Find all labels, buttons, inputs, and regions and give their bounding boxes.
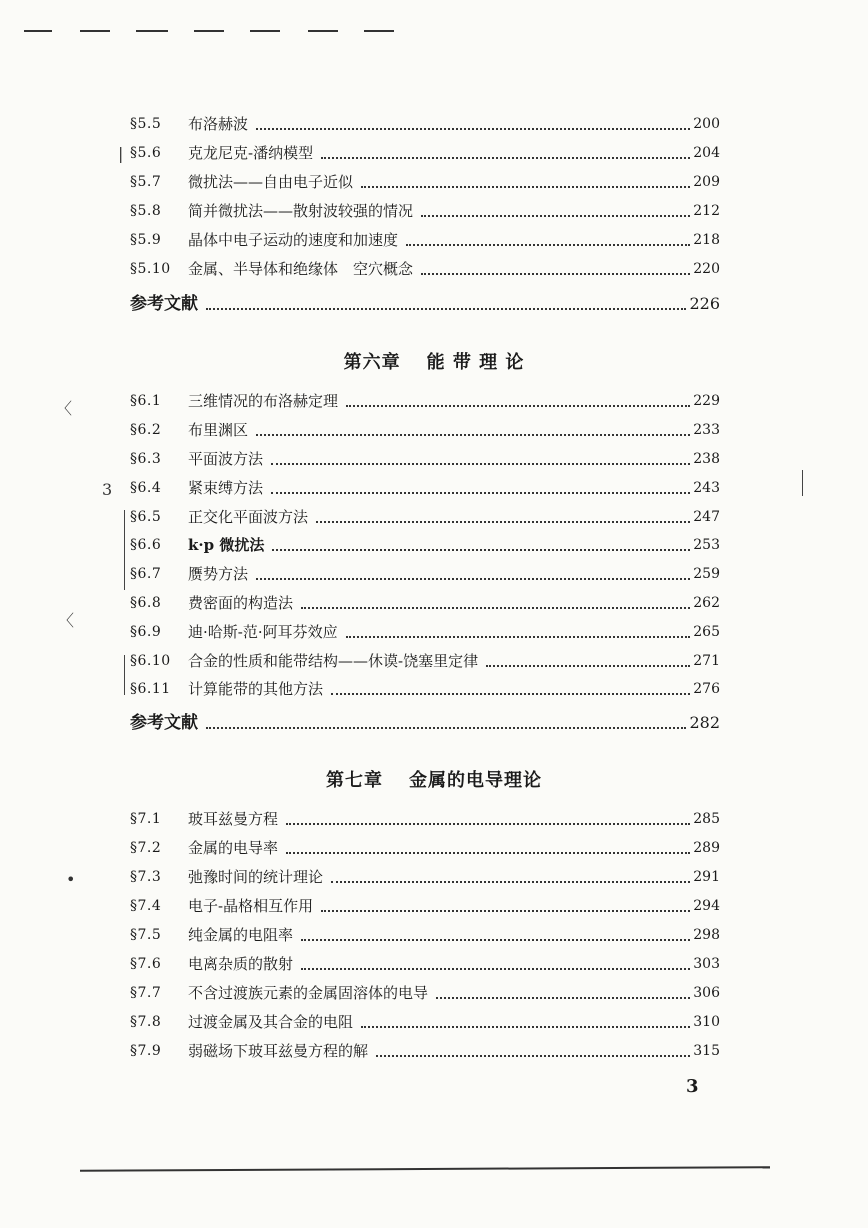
scan-mark-dash: [136, 30, 168, 32]
section-number: §7.9: [130, 1043, 162, 1059]
section-number: §6.7: [130, 566, 162, 582]
dot-leader: [346, 403, 690, 407]
section-title: 计算能带的其他方法: [188, 680, 324, 698]
page-ref: 226: [689, 294, 720, 313]
section-number: §6.1: [130, 393, 162, 409]
margin-mark: 〈: [58, 611, 75, 630]
toc-entry[interactable]: [130, 591, 720, 615]
dot-leader: [301, 605, 690, 609]
dot-leader: [271, 461, 690, 465]
section-title: 紧束缚方法: [188, 479, 264, 497]
section-title: 迪·哈斯-范·阿耳芬效应: [188, 623, 338, 641]
section-number: §7.7: [130, 985, 162, 1001]
scan-mark-dash: [194, 30, 224, 32]
toc-entry[interactable]: [130, 1039, 720, 1063]
toc-entry[interactable]: [130, 836, 720, 860]
section-number: §5.5: [130, 116, 162, 132]
chapter-name: 能 带 理 论: [426, 352, 525, 373]
dot-leader: [321, 908, 690, 912]
toc-entry[interactable]: [130, 677, 720, 701]
page-ref: 238: [693, 451, 720, 467]
toc-entry[interactable]: [130, 199, 720, 223]
toc-entry[interactable]: [130, 418, 720, 442]
section-title: 合金的性质和能带结构——休谟-饶塞里定律: [188, 652, 479, 670]
margin-mark: [802, 470, 803, 496]
section-title: 玻耳兹曼方程: [188, 810, 279, 828]
section-title: 布里渊区: [188, 421, 249, 439]
toc-entry[interactable]: [130, 807, 720, 831]
dot-leader: [256, 432, 690, 436]
references-entry[interactable]: [130, 711, 720, 735]
dot-leader: [361, 184, 690, 188]
references-title: 参考文献: [130, 294, 198, 314]
section-number: §6.4: [130, 480, 162, 496]
section-title: 微扰法——自由电子近似: [188, 173, 354, 191]
page-ref: 218: [693, 232, 720, 248]
toc-entry[interactable]: [130, 952, 720, 976]
section-title: 正交化平面波方法: [188, 508, 309, 526]
section-title: 弱磁场下玻耳兹曼方程的解: [188, 1042, 369, 1060]
toc-entry[interactable]: [130, 533, 720, 557]
scan-mark-dash: [80, 30, 110, 32]
section-number: §5.9: [130, 232, 162, 248]
section-title: k·p 微扰法: [188, 536, 265, 554]
dot-leader: [206, 306, 686, 310]
dot-leader: [301, 937, 690, 941]
section-number: §5.6: [130, 145, 162, 161]
toc-entry[interactable]: [130, 170, 720, 194]
section-title: 纯金属的电阻率: [188, 926, 294, 944]
page-ref: 294: [693, 898, 720, 914]
toc-entry[interactable]: [130, 562, 720, 586]
page-ref: 200: [693, 116, 720, 132]
section-title: 电离杂质的散射: [188, 955, 294, 973]
section-title: 金属、半导体和绝缘体 空穴概念: [188, 260, 414, 278]
toc-entry[interactable]: [130, 865, 720, 889]
section-number: §7.8: [130, 1014, 162, 1030]
section-title: 三维情况的布洛赫定理: [188, 392, 339, 410]
section-number: §7.5: [130, 927, 162, 943]
dot-leader: [331, 879, 690, 883]
page-ref: 310: [693, 1014, 720, 1030]
section-title: 金属的电导率: [188, 839, 279, 857]
page-ref: 247: [693, 509, 720, 525]
section-title: 费密面的构造法: [188, 594, 294, 612]
toc-entry[interactable]: [130, 894, 720, 918]
section-title: 弛豫时间的统计理论: [188, 868, 324, 886]
scan-mark-dash: [24, 30, 52, 32]
page-ref: 253: [693, 537, 720, 553]
dot-leader: [406, 242, 690, 246]
dot-leader: [271, 490, 690, 494]
page-ref: 209: [693, 174, 720, 190]
dot-leader: [361, 1024, 690, 1028]
page-ref: 315: [693, 1043, 720, 1059]
section-number: §6.10: [130, 653, 171, 669]
toc-entry[interactable]: [130, 257, 720, 281]
page-ref: 303: [693, 956, 720, 972]
section-number: §6.9: [130, 624, 162, 640]
section-title: 电子-晶格相互作用: [188, 897, 314, 915]
section-number: §6.6: [130, 537, 162, 553]
scan-mark-dash: [308, 30, 338, 32]
page-ref: 204: [693, 145, 720, 161]
page-number: 3: [686, 1076, 699, 1097]
section-number: §6.2: [130, 422, 162, 438]
page-ref: 259: [693, 566, 720, 582]
dot-leader: [421, 213, 690, 217]
chapter-heading: [0, 766, 868, 792]
section-title: 赝势方法: [188, 565, 249, 583]
page-ref: 233: [693, 422, 720, 438]
section-number: §6.11: [130, 681, 171, 697]
scan-mark-dash: [250, 30, 280, 32]
section-number: §7.2: [130, 840, 162, 856]
margin-mark: [124, 655, 125, 695]
section-title: 平面波方法: [188, 450, 264, 468]
section-number: §5.7: [130, 174, 162, 190]
chapter-name: 金属的电导理论: [409, 770, 542, 791]
page-ref: 265: [693, 624, 720, 640]
toc-entry[interactable]: [130, 447, 720, 471]
dot-leader: [346, 634, 691, 638]
section-number: §6.5: [130, 509, 162, 525]
toc-entry[interactable]: [130, 1010, 720, 1034]
dot-leader: [321, 155, 690, 159]
scan-mark-dash: [364, 30, 394, 32]
section-title: 晶体中电子运动的速度和加速度: [188, 231, 399, 249]
dot-leader: [436, 995, 690, 999]
chapter-heading: [0, 348, 868, 374]
toc-entry[interactable]: [130, 620, 720, 644]
toc-entry[interactable]: [130, 649, 720, 673]
section-number: §7.6: [130, 956, 162, 972]
page-ref: 298: [693, 927, 720, 943]
section-number: §7.4: [130, 898, 162, 914]
toc-entry[interactable]: [130, 505, 720, 529]
toc-entry[interactable]: [130, 141, 720, 165]
page-ref: 306: [693, 985, 720, 1001]
dot-leader: [256, 576, 690, 580]
dot-leader: [301, 966, 690, 970]
dot-leader: [331, 691, 690, 695]
page-ref: 212: [693, 203, 720, 219]
page-ref: 229: [693, 393, 720, 409]
dot-leader: [316, 519, 690, 523]
section-title: 简并微扰法——散射波较强的情况: [188, 202, 414, 220]
references-entry[interactable]: [130, 292, 720, 316]
toc-entry[interactable]: [130, 923, 720, 947]
margin-mark: 〈: [56, 399, 73, 418]
section-number: §7.1: [130, 811, 162, 827]
section-title: 过渡金属及其合金的电阻: [188, 1013, 354, 1031]
toc-entry[interactable]: [130, 981, 720, 1005]
page-ref: 291: [693, 869, 720, 885]
dot-leader: [272, 547, 690, 551]
section-number: §5.8: [130, 203, 162, 219]
section-number: §6.3: [130, 451, 162, 467]
scan-edge-line: [80, 1166, 770, 1172]
dot-leader: [376, 1053, 690, 1057]
page-ref: 285: [693, 811, 720, 827]
margin-mark: 3: [102, 480, 113, 499]
dot-leader: [286, 821, 690, 825]
references-title: 参考文献: [130, 713, 198, 733]
toc-entry[interactable]: [130, 228, 720, 252]
toc-entry[interactable]: [130, 476, 720, 500]
section-title: 不含过渡族元素的金属固溶体的电导: [188, 984, 429, 1002]
dot-leader: [256, 126, 690, 130]
page-ref: 282: [689, 713, 720, 732]
page-ref: 289: [693, 840, 720, 856]
section-number: §6.8: [130, 595, 162, 611]
chapter-label: 第七章: [326, 770, 383, 791]
margin-mark: [124, 510, 125, 590]
page-ref: 243: [693, 480, 720, 496]
toc-entry[interactable]: [130, 112, 720, 136]
dot-leader: [421, 271, 690, 275]
margin-mark: |: [118, 144, 124, 163]
page-ref: 262: [693, 595, 720, 611]
page-ref: 276: [693, 681, 720, 697]
section-number: §7.3: [130, 869, 162, 885]
dot-leader: [286, 850, 690, 854]
section-title: 布洛赫波: [188, 115, 249, 133]
page-ref: 271: [693, 653, 720, 669]
page-ref: 220: [693, 261, 720, 277]
dot-leader: [206, 725, 686, 729]
dot-leader: [486, 663, 690, 667]
margin-mark: •: [66, 870, 76, 889]
toc-entry[interactable]: [130, 389, 720, 413]
section-title: 克龙尼克-潘纳模型: [188, 144, 314, 162]
chapter-label: 第六章: [343, 352, 401, 373]
section-number: §5.10: [130, 261, 171, 277]
